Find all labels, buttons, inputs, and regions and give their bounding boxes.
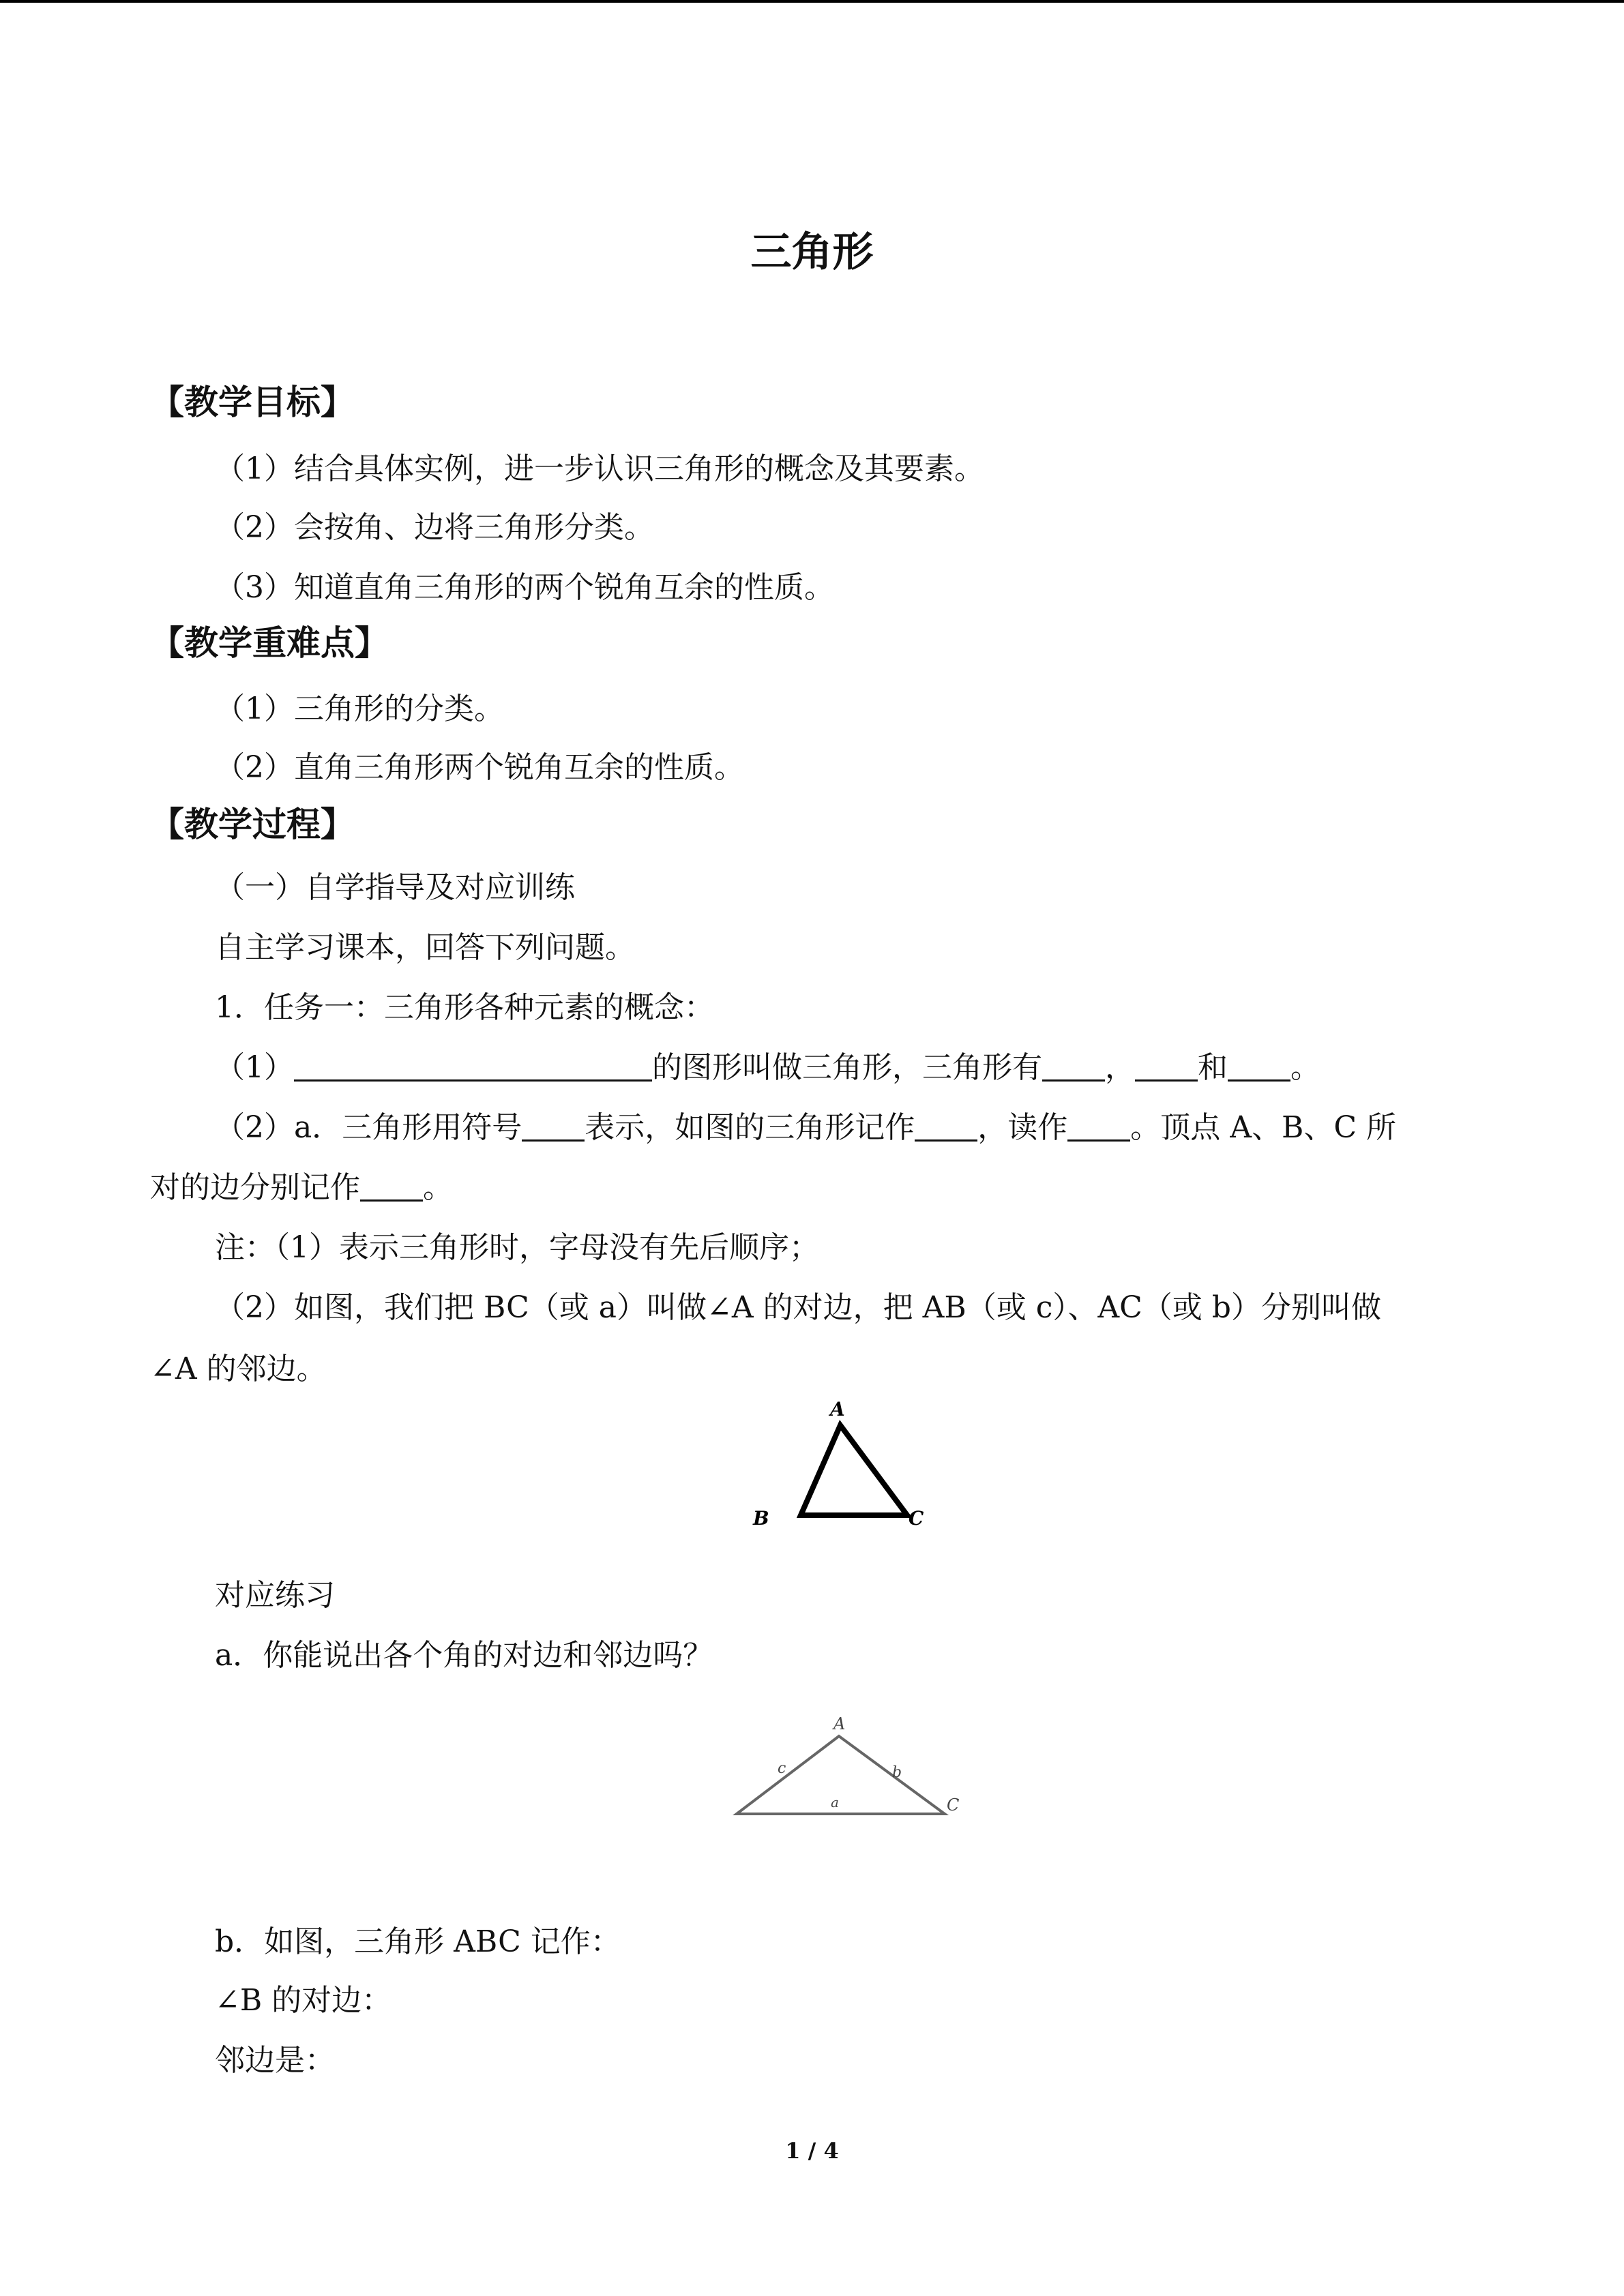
top-border-line <box>0 0 1624 3</box>
practice-question-b: b．如图，三角形 ABC 记作： <box>215 1924 621 1959</box>
note-2-line-2: ∠A 的邻边。 <box>150 1352 327 1386</box>
question-2-line-1 <box>215 1110 1396 1145</box>
goal-item-2: （2）会按角、边将三角形分类。 <box>215 510 654 545</box>
keypoint-item-1: （1）三角形的分类。 <box>215 691 504 726</box>
page-title: 三角形 <box>750 228 874 276</box>
goal-item-3: （3）知道直角三角形的两个锐角互余的性质。 <box>215 570 834 605</box>
fill-blank <box>1067 1139 1130 1142</box>
section-heading-goals: 【教学目标】 <box>150 383 355 422</box>
goal-item-1: （1）结合具体实例，进一步认识三角形的概念及其要素。 <box>215 451 984 486</box>
vertex-label-b: B <box>753 1507 769 1530</box>
process-part-1: （一）自学指导及对应训练 <box>215 870 575 905</box>
note-1: 注：（1）表示三角形时，字母没有先后顺序； <box>215 1230 819 1265</box>
question-1-text: 的图形叫做三角形，三角形有 <box>652 1050 1042 1085</box>
triangle-abc-shape <box>801 1425 907 1515</box>
note-2-line-1: （2）如图，我们把 BC（或 a）叫做∠A 的对边，把 AB（或 c）、AC（或 b）分别叫做 <box>215 1290 1381 1325</box>
triangle-figure-2 <box>723 1705 982 1828</box>
side-label-a: a <box>831 1794 839 1810</box>
period: 。 <box>1290 1050 1320 1085</box>
vertex-label-a: A <box>833 1714 846 1733</box>
side-label-b: b <box>892 1764 902 1781</box>
page-number: 1 / 4 <box>785 2138 839 2164</box>
section-heading-process: 【教学过程】 <box>150 805 355 844</box>
vertex-label-c: C <box>909 1507 924 1530</box>
vertex-label-c: C <box>947 1795 960 1815</box>
fill-blank <box>522 1139 585 1142</box>
fill-blank <box>1042 1079 1105 1082</box>
keypoint-item-2: （2）直角三角形两个锐角互余的性质。 <box>215 750 744 785</box>
question-1-prefix: （1） <box>215 1050 294 1085</box>
fill-blank <box>294 1079 652 1082</box>
fill-blank <box>1228 1079 1290 1082</box>
question-2-prefix: （2）a．三角形用符号 <box>215 1110 522 1145</box>
vertex-label-a: A <box>830 1398 845 1420</box>
practice-question-b-opposite: ∠B 的对边： <box>215 1983 392 2018</box>
section-heading-keypoints: 【教学重难点】 <box>150 623 389 663</box>
question-2-line-2 <box>150 1170 453 1205</box>
practice-heading: 对应练习 <box>215 1578 335 1613</box>
comma: ， <box>1105 1050 1135 1085</box>
question-2-text-2: ，读作 <box>977 1110 1068 1145</box>
question-2-text-4: 对的边分别记作 <box>150 1170 360 1205</box>
task-1-heading: 1．任务一：三角形各种元素的概念： <box>215 990 714 1025</box>
question-2-text-3: 。顶点 A、B、C 所 <box>1130 1110 1396 1145</box>
process-intro: 自主学习课本，回答下列问题。 <box>215 930 635 965</box>
fill-blank <box>1135 1079 1198 1082</box>
side-label-c: c <box>778 1760 786 1777</box>
practice-question-a: a．你能说出各个角的对边和邻边吗？ <box>215 1638 713 1673</box>
triangle-abc-shape-2 <box>737 1736 945 1814</box>
fill-blank <box>915 1139 977 1142</box>
practice-question-b-adjacent: 邻边是： <box>215 2043 335 2078</box>
conjunction: 和 <box>1198 1050 1228 1085</box>
triangle-figure-1 <box>743 1398 948 1534</box>
question-1 <box>215 1050 1320 1085</box>
question-2-text-1: 表示，如图的三角形记作 <box>585 1110 915 1145</box>
fill-blank <box>360 1199 423 1202</box>
period: 。 <box>423 1170 453 1205</box>
